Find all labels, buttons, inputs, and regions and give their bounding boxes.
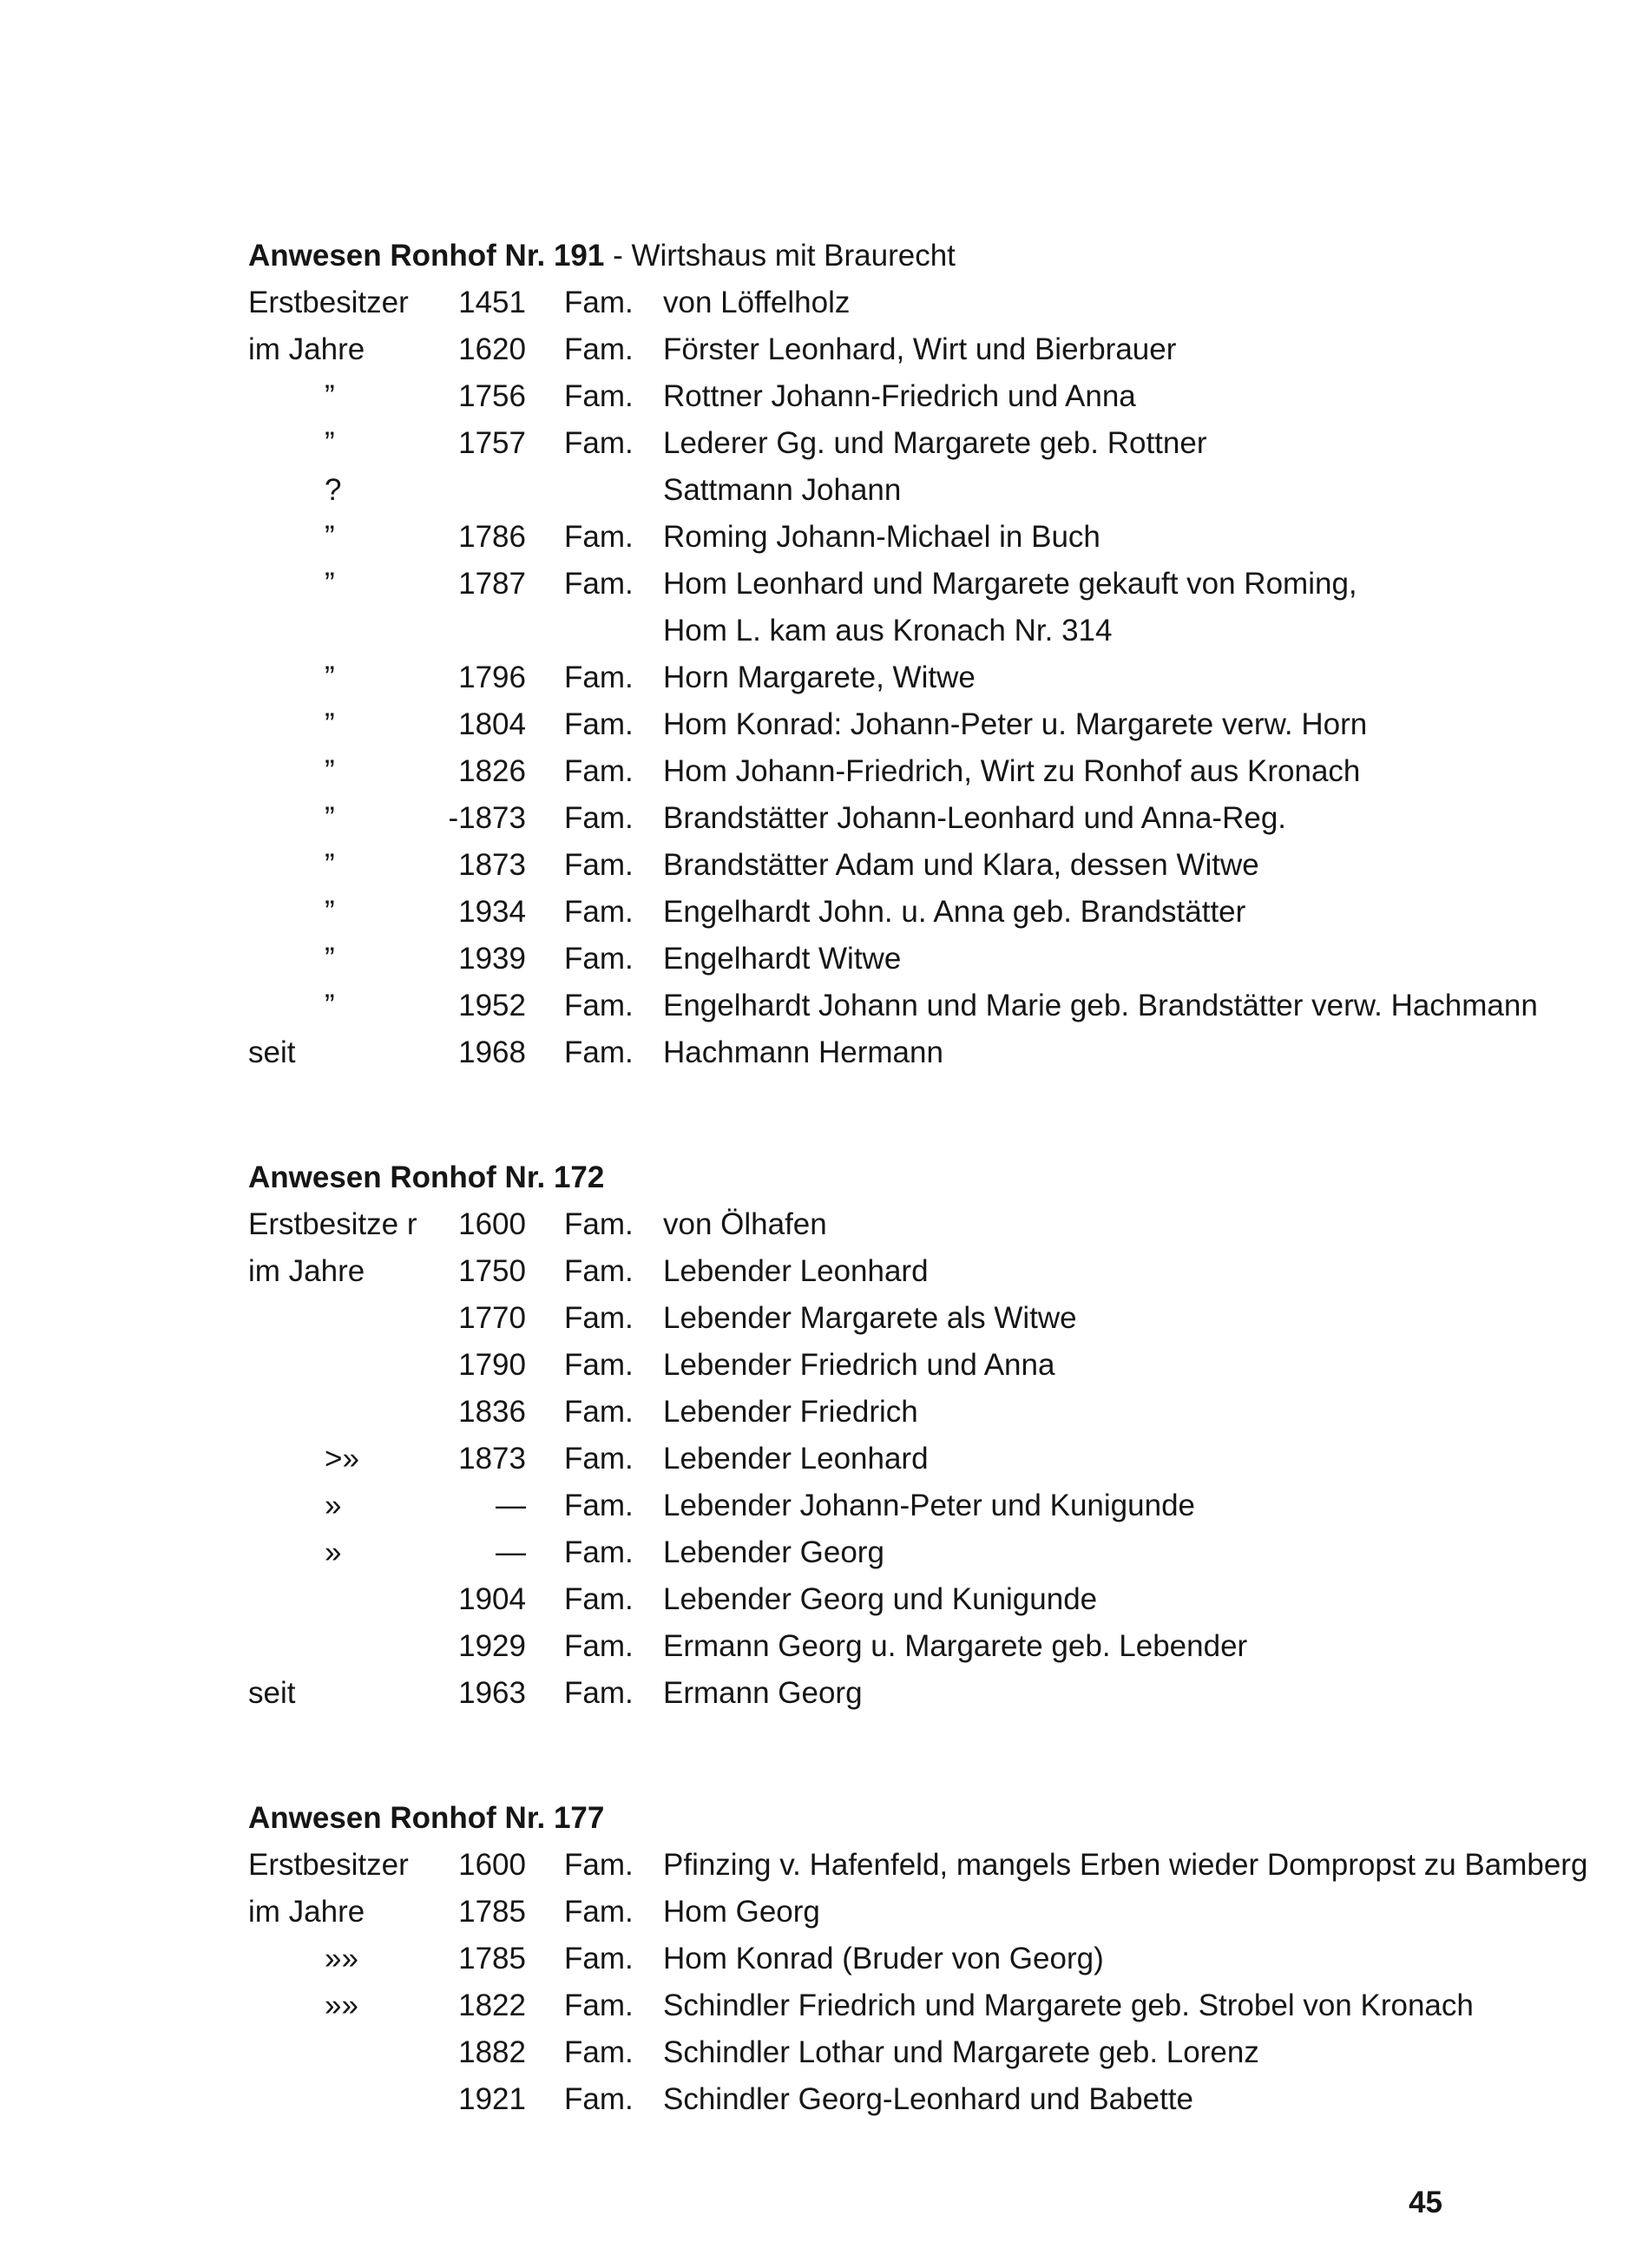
row-prefix: im Jahre — [248, 1254, 365, 1288]
row-family-label: Fam. — [564, 520, 634, 554]
row-family-label: Fam. — [564, 989, 634, 1022]
row-year: 1757 — [458, 426, 526, 460]
row-prefix: im Jahre — [248, 332, 365, 366]
row-prefix — [248, 2076, 443, 2123]
row-prefix: ” — [325, 379, 335, 413]
row-prefix — [248, 1576, 443, 1623]
row-owner-text: Pfinzing v. Hafenfeld, mangels Erben wieder Dompropst zu Bamberg — [663, 1848, 1588, 1882]
property-section-1 — [248, 1154, 1597, 1717]
row-family-label: Fam. — [564, 1582, 634, 1616]
row-family-label: Fam. — [564, 1035, 634, 1069]
row-year — [443, 467, 526, 514]
ownership-row — [248, 1842, 1597, 1889]
row-family-label: Fam. — [564, 1535, 634, 1569]
row-family-label: Fam. — [564, 1442, 634, 1476]
row-owner-text: Lebender Johann-Peter und Kunigunde — [663, 1489, 1195, 1522]
ownership-row — [248, 2029, 1597, 2076]
row-prefix — [248, 608, 443, 654]
ownership-row — [248, 1982, 1597, 2029]
row-year: 1904 — [458, 1582, 526, 1616]
row-year: 1620 — [458, 332, 526, 366]
row-family-label — [526, 467, 663, 514]
row-family-label: Fam. — [564, 1348, 634, 1382]
row-owner-text: Horn Margarete, Witwe — [663, 661, 976, 694]
ownership-row — [248, 1623, 1597, 1670]
row-family-label: Fam. — [564, 1207, 634, 1241]
row-year: 1804 — [458, 707, 526, 741]
row-family-label: Fam. — [564, 1301, 634, 1335]
row-prefix: Erstbesitzer — [248, 1848, 409, 1882]
row-year: 1750 — [458, 1254, 526, 1288]
row-owner-text: Lederer Gg. und Margarete geb. Rottner — [663, 426, 1207, 460]
section-title-text: Anwesen Ronhof Nr. 172 — [248, 1160, 605, 1194]
row-owner-text: Lebender Leonhard — [663, 1254, 929, 1288]
ownership-row — [248, 1436, 1597, 1482]
ownership-row — [248, 1248, 1597, 1295]
ownership-row — [248, 1576, 1597, 1623]
row-prefix: ? — [325, 473, 342, 507]
ownership-row — [248, 1529, 1597, 1576]
row-prefix: » — [325, 1535, 342, 1569]
row-prefix: ” — [325, 754, 335, 788]
row-year: 1785 — [458, 1942, 526, 1975]
row-owner-text: Schindler Georg-Leonhard und Babette — [663, 2082, 1193, 2116]
ownership-row — [248, 1670, 1597, 1717]
ownership-row — [248, 608, 1597, 654]
row-owner-text: Lebender Margarete als Witwe — [663, 1301, 1077, 1335]
ownership-row — [248, 795, 1597, 842]
row-year: 1786 — [458, 520, 526, 554]
row-owner-text: Lebender Friedrich — [663, 1395, 918, 1429]
row-prefix: ” — [325, 520, 335, 554]
row-family-label: Fam. — [564, 1942, 634, 1975]
row-year: 1796 — [458, 661, 526, 694]
ownership-row — [248, 701, 1597, 748]
row-family-label: Fam. — [564, 1254, 634, 1288]
row-family-label: Fam. — [564, 426, 634, 460]
row-family-label: Fam. — [564, 332, 634, 366]
row-prefix — [248, 1389, 443, 1436]
row-year: 1600 — [458, 1848, 526, 1882]
row-prefix: Erstbesitzer — [248, 286, 409, 319]
row-year: 1826 — [458, 754, 526, 788]
row-family-label: Fam. — [564, 1895, 634, 1929]
row-family-label: Fam. — [564, 1489, 634, 1522]
row-owner-text: Förster Leonhard, Wirt und Bierbrauer — [663, 332, 1177, 366]
row-year: 1451 — [458, 286, 526, 319]
row-owner-text: Lebender Friedrich und Anna — [663, 1348, 1055, 1382]
row-year: -1873 — [448, 801, 526, 835]
section-title — [248, 233, 1597, 279]
row-owner-text: Roming Johann-Michael in Buch — [663, 520, 1100, 554]
row-prefix: ” — [325, 661, 335, 694]
row-family-label: Fam. — [564, 754, 634, 788]
row-prefix: ” — [325, 942, 335, 976]
row-owner-text: Hom Konrad: Johann-Peter u. Margarete verw. Horn — [663, 707, 1368, 741]
row-year: 1756 — [458, 379, 526, 413]
row-year: 1785 — [458, 1895, 526, 1929]
row-year: 1790 — [458, 1348, 526, 1382]
section-title — [248, 1154, 1597, 1201]
ownership-row — [248, 1342, 1597, 1389]
row-owner-text: Schindler Lothar und Margarete geb. Lorenz — [663, 2035, 1259, 2069]
row-owner-text: Ermann Georg u. Margarete geb. Lebender — [663, 1629, 1248, 1663]
page-number: 45 — [1409, 2186, 1442, 2219]
sections-container — [248, 233, 1597, 2201]
row-year: — — [496, 1489, 526, 1522]
ownership-row — [248, 842, 1597, 889]
row-owner-text: Hom Georg — [663, 1895, 820, 1929]
row-prefix: im Jahre — [248, 1895, 365, 1929]
property-section-2 — [248, 1795, 1597, 2123]
ownership-row — [248, 279, 1597, 326]
row-owner-text: Engelhardt Witwe — [663, 942, 902, 976]
row-owner-text: Hom Leonhard und Margarete gekauft von Roming, — [663, 567, 1357, 601]
row-family-label — [526, 608, 663, 654]
ownership-row — [248, 1295, 1597, 1342]
row-prefix — [248, 1342, 443, 1389]
row-year — [443, 608, 526, 654]
row-prefix: ” — [325, 848, 335, 882]
ownership-row — [248, 1201, 1597, 1248]
row-year: 1600 — [458, 1207, 526, 1241]
row-family-label: Fam. — [564, 848, 634, 882]
row-family-label: Fam. — [564, 1629, 634, 1663]
row-year: 1939 — [458, 942, 526, 976]
ownership-row — [248, 983, 1597, 1029]
row-family-label: Fam. — [564, 1676, 634, 1710]
row-prefix: ” — [325, 801, 335, 835]
ownership-row — [248, 1482, 1597, 1529]
row-year: 1929 — [458, 1629, 526, 1663]
ownership-row — [248, 1029, 1597, 1076]
row-family-label: Fam. — [564, 286, 634, 319]
section-title — [248, 1795, 1597, 1842]
row-year: 1836 — [458, 1395, 526, 1429]
row-family-label: Fam. — [564, 895, 634, 929]
row-owner-text: Lebender Georg — [663, 1535, 884, 1569]
ownership-row — [248, 2076, 1597, 2123]
row-owner-text: Hom L. kam aus Kronach Nr. 314 — [663, 614, 1113, 648]
ownership-row — [248, 561, 1597, 608]
ownership-row — [248, 889, 1597, 936]
ownership-row — [248, 1889, 1597, 1936]
row-prefix: »» — [325, 1989, 358, 2022]
row-prefix: ” — [325, 895, 335, 929]
row-year: 1787 — [458, 567, 526, 601]
row-family-label: Fam. — [564, 2082, 634, 2116]
row-owner-text: Hachmann Hermann — [663, 1035, 943, 1069]
row-family-label: Fam. — [564, 2035, 634, 2069]
ownership-row — [248, 748, 1597, 795]
row-year: 1968 — [458, 1035, 526, 1069]
row-owner-text: von Löffelholz — [663, 286, 851, 319]
row-owner-text: Brandstätter Adam und Klara, dessen Witwe — [663, 848, 1259, 882]
ownership-row — [248, 326, 1597, 373]
row-family-label: Fam. — [564, 661, 634, 694]
row-owner-text: von Ölhafen — [663, 1207, 827, 1241]
row-prefix: »» — [325, 1942, 358, 1975]
row-year: 1921 — [458, 2082, 526, 2116]
row-prefix: >» — [325, 1442, 359, 1476]
ownership-row — [248, 936, 1597, 983]
row-prefix: seit — [248, 1035, 296, 1069]
row-prefix — [248, 2029, 443, 2076]
row-owner-text: Engelhardt John. u. Anna geb. Brandstätter — [663, 895, 1246, 929]
row-owner-text: Rottner Johann-Friedrich und Anna — [663, 379, 1136, 413]
row-year: 1873 — [458, 1442, 526, 1476]
ownership-row — [248, 654, 1597, 701]
row-prefix: ” — [325, 989, 335, 1022]
row-year: 1873 — [458, 848, 526, 882]
ownership-row — [248, 420, 1597, 467]
row-year: 1822 — [458, 1989, 526, 2022]
row-year: 1963 — [458, 1676, 526, 1710]
row-prefix: ” — [325, 567, 335, 601]
row-owner-text: Hom Johann-Friedrich, Wirt zu Ronhof aus Kronach — [663, 754, 1361, 788]
row-year: 1952 — [458, 989, 526, 1022]
ownership-row — [248, 1389, 1597, 1436]
row-owner-text: Hom Konrad (Bruder von Georg) — [663, 1942, 1104, 1975]
row-prefix: ” — [325, 426, 335, 460]
ownership-row — [248, 373, 1597, 420]
row-year: 1770 — [458, 1301, 526, 1335]
ownership-row — [248, 514, 1597, 561]
row-family-label: Fam. — [564, 801, 634, 835]
row-owner-text: Engelhardt Johann und Marie geb. Brandstätter verw. Hachmann — [663, 989, 1538, 1022]
row-family-label: Fam. — [564, 1848, 634, 1882]
row-prefix — [248, 1623, 443, 1670]
property-section-0 — [248, 233, 1597, 1076]
row-owner-text: Brandstätter Johann-Leonhard und Anna-Reg. — [663, 801, 1287, 835]
row-owner-text: Schindler Friedrich und Margarete geb. Strobel von Kronach — [663, 1989, 1474, 2022]
row-family-label: Fam. — [564, 379, 634, 413]
row-family-label: Fam. — [564, 1395, 634, 1429]
section-subtitle: - Wirtshaus mit Braurecht — [604, 239, 956, 273]
section-title-text: Anwesen Ronhof Nr. 191 — [248, 239, 605, 273]
section-title-text: Anwesen Ronhof Nr. 177 — [248, 1801, 605, 1835]
row-prefix: seit — [248, 1676, 296, 1710]
row-family-label: Fam. — [564, 707, 634, 741]
row-family-label: Fam. — [564, 1989, 634, 2022]
row-prefix: » — [325, 1489, 342, 1522]
ownership-row — [248, 1936, 1597, 1982]
row-year: 1934 — [458, 895, 526, 929]
row-owner-text: Lebender Leonhard — [663, 1442, 929, 1476]
row-family-label: Fam. — [564, 567, 634, 601]
row-year: — — [496, 1535, 526, 1569]
row-family-label: Fam. — [564, 942, 634, 976]
row-owner-text: Sattmann Johann — [663, 473, 902, 507]
row-year: 1882 — [458, 2035, 526, 2069]
row-prefix: ” — [325, 707, 335, 741]
ownership-row — [248, 467, 1597, 514]
row-prefix: Erstbesitze r — [248, 1207, 417, 1241]
row-owner-text: Ermann Georg — [663, 1676, 863, 1710]
row-owner-text: Lebender Georg und Kunigunde — [663, 1582, 1098, 1616]
row-prefix — [248, 1295, 443, 1342]
